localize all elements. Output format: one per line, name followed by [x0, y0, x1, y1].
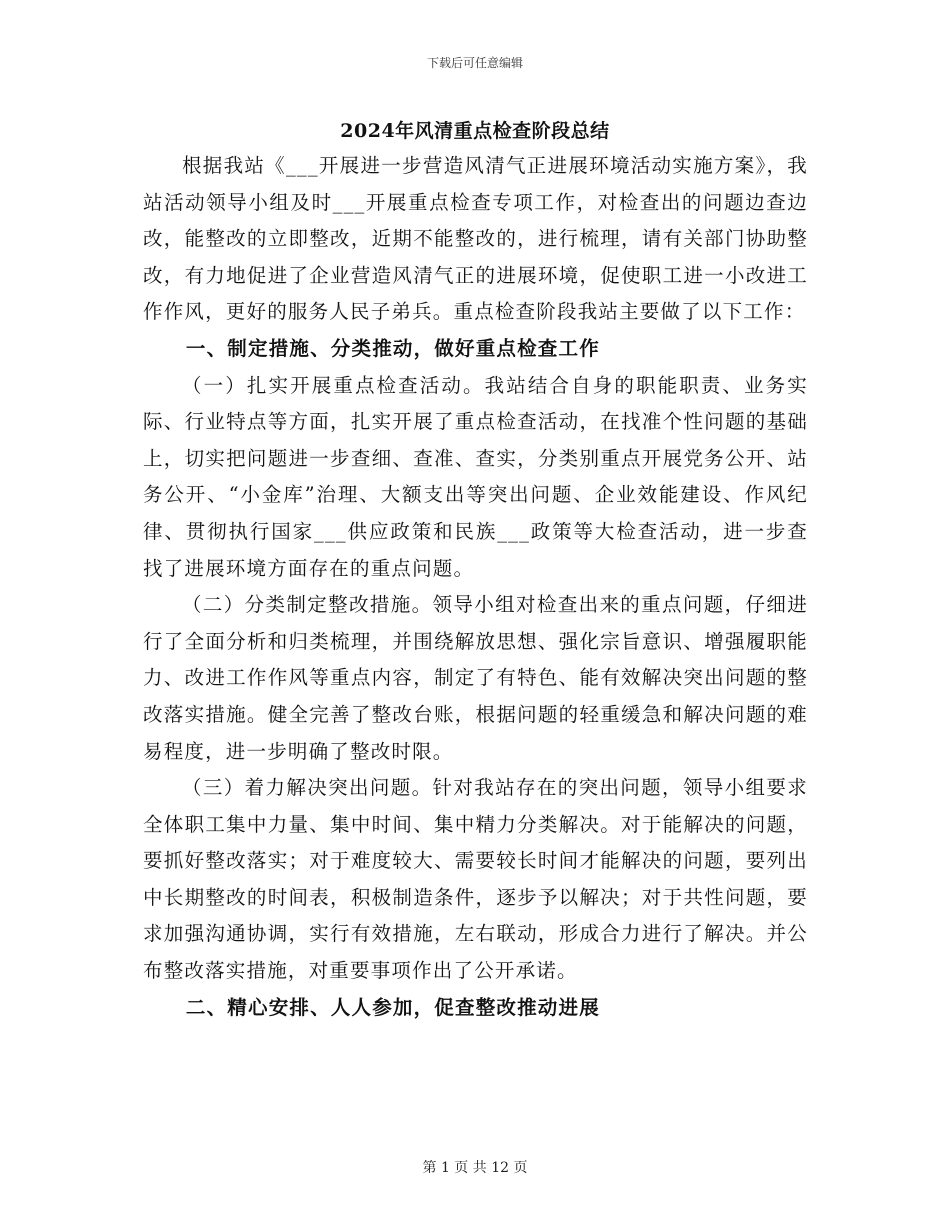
section-1-paragraph-1: （一）扎实开展重点检查活动。我站结合自身的职能职责、业务实际、行业特点等方面，扎实开展了重点检查活动，在找准个性问题的基础上，切实把问题进一步查细、查准、查实，分类别重点开展党务公开、站务公开、“小金库”治理、大额支出等突出问题、企业效能建设、作风纪律、贯彻执行国家___供应政策和民族___政策等大检查活动，进一步查找了进展环境方面存在的重点问题。: [143, 373, 808, 580]
intro-paragraph: 根据我站《___开展进一步营造风清气正进展环境活动实施方案》，我站活动领导小组及时___开展重点检查专项工作，对检查出的问题边查边改，能整改的立即整改，近期不能整改的，进行梳理，请有关部门协助整改，有力地促进了企业营造风清气正的进展环境，促使职工进一小改进工作作风，更好的服务人民子弟兵。重点检查阶段我站主要做了以下工作：: [143, 154, 808, 324]
page-footer: 第 1 页 共 12 页: [422, 1160, 528, 1176]
section-2-heading: 二、精心安排、人人参加，促查整改推动进展: [185, 995, 600, 1019]
section-1-paragraph-3: （三）着力解决突出问题。针对我站存在的突出问题，领导小组要求全体职工集中力量、集中时间、集中精力分类解决。对于能解决的问题，要抓好整改落实；对于难度较大、需要较长时间才能解决的问题，要列出中长期整改的时间表，积极制造条件，逐步予以解决；对于共性问题，要求加强沟通协调，实行有效措施，左右联动，形成合力进行了解决。并公布整改落实措施，对重要事项作出了公开承诺。: [143, 776, 808, 983]
section-1-heading: 一、制定措施、分类推动，做好重点检查工作: [185, 336, 600, 360]
document-title: 2024年风清重点检查阶段总结: [340, 120, 610, 142]
header-note: 下载后可任意编辑: [426, 56, 523, 70]
section-1-paragraph-2: （二）分类制定整改措施。领导小组对检查出来的重点问题，仔细进行了全面分析和归类梳理，并围绕解放思想、强化宗旨意识、增强履职能力、改进工作作风等重点内容，制定了有特色、能有效解决突出问题的整改落实措施。健全完善了整改台账，根据问题的轻重缓急和解决问题的难易程度，进一步明确了整改时限。: [143, 593, 808, 763]
document-body: [143, 148, 808, 1026]
